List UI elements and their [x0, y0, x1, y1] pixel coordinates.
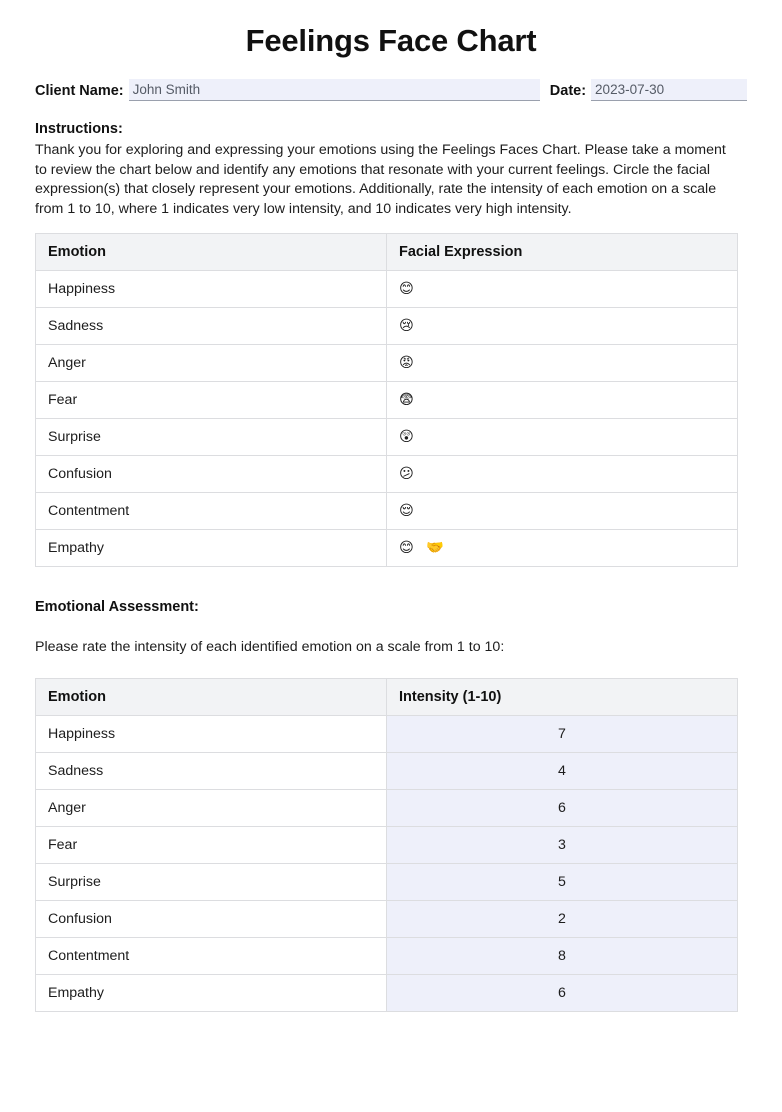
emotion-cell: Contentment	[36, 493, 387, 530]
column-header-intensity: Intensity (1-10)	[387, 679, 738, 716]
table-row	[36, 864, 738, 901]
column-header-emotion: Emotion	[36, 234, 387, 271]
table-row	[36, 382, 738, 419]
emotion-cell: Fear	[36, 382, 387, 419]
table-row	[36, 753, 738, 790]
assessment-table-block	[35, 678, 747, 1012]
emotional-assessment-heading: Emotional Assessment:	[35, 599, 199, 616]
date-label: Date:	[549, 83, 587, 100]
page-title: Feelings Face Chart	[245, 23, 537, 58]
table-row	[36, 345, 738, 382]
expression-table-block	[35, 233, 747, 567]
intensity-input-sadness[interactable]: 4	[387, 753, 738, 790]
emotion-cell: Empathy	[36, 530, 387, 567]
fearful-blue-face-emoji[interactable]: 😨	[387, 382, 738, 419]
client-name-field[interactable]: John Smith	[129, 79, 540, 101]
table-row	[36, 901, 738, 938]
emotional-assessment-subtext: Please rate the intensity of each identified emotion on a scale from 1 to 10:	[35, 639, 505, 656]
column-header-facial-expression: Facial Expression	[387, 234, 738, 271]
emotion-cell: Happiness	[36, 716, 387, 753]
instructions-body: Thank you for exploring and expressing your emotions using the Feelings Faces Chart. Please take a moment to review the chart below and identify any emotions that resonate with your current feelings. Circle the facial expression(s) that closely represent your emotions. Additionally, rate the intensity of each emotion on a scale from 1 to 10, where 1 indicates very low intensity, and 10 indicates very high intensity.	[35, 142, 726, 217]
emotion-cell: Surprise	[36, 864, 387, 901]
table-header-row	[36, 679, 738, 716]
intensity-input-contentment[interactable]: 8	[387, 938, 738, 975]
relieved-face-emoji[interactable]: 😌	[387, 493, 738, 530]
emotion-cell: Surprise	[36, 419, 387, 456]
intensity-input-anger[interactable]: 6	[387, 790, 738, 827]
table-row	[36, 493, 738, 530]
facial-expression-table	[35, 233, 738, 567]
table-row	[36, 975, 738, 1012]
smiling-blushing-face-emoji[interactable]: 😊	[387, 271, 738, 308]
emotion-cell: Anger	[36, 790, 387, 827]
emotion-cell: Sadness	[36, 308, 387, 345]
smiling-face-and-handshake-emoji[interactable]: 😊 🤝	[387, 530, 738, 567]
column-header-emotion: Emotion	[36, 679, 387, 716]
table-row	[36, 308, 738, 345]
table-row	[36, 530, 738, 567]
intensity-assessment-table	[35, 678, 738, 1012]
instructions-heading: Instructions:	[35, 121, 123, 138]
table-row	[36, 790, 738, 827]
emotion-cell: Fear	[36, 827, 387, 864]
emotion-cell: Confusion	[36, 456, 387, 493]
client-name-label: Client Name:	[35, 83, 124, 100]
table-header-row	[36, 234, 738, 271]
intensity-input-confusion[interactable]: 2	[387, 901, 738, 938]
date-field[interactable]: 2023-07-30	[591, 79, 747, 101]
intensity-input-empathy[interactable]: 6	[387, 975, 738, 1012]
intensity-input-happiness[interactable]: 7	[387, 716, 738, 753]
table-row	[36, 827, 738, 864]
emotion-cell: Empathy	[36, 975, 387, 1012]
angry-red-face-emoji[interactable]: 😡	[387, 345, 738, 382]
emotion-cell: Sadness	[36, 753, 387, 790]
intensity-input-surprise[interactable]: 5	[387, 864, 738, 901]
crying-face-emoji[interactable]: 😢	[387, 308, 738, 345]
emotion-cell: Happiness	[36, 271, 387, 308]
emotion-cell: Anger	[36, 345, 387, 382]
table-row	[36, 938, 738, 975]
table-row	[36, 419, 738, 456]
emotion-cell: Confusion	[36, 901, 387, 938]
astonished-face-emoji[interactable]: 😲	[387, 419, 738, 456]
table-row	[36, 716, 738, 753]
table-row	[36, 456, 738, 493]
table-row	[36, 271, 738, 308]
emotion-cell: Contentment	[36, 938, 387, 975]
client-date-row	[35, 79, 747, 101]
confused-face-emoji[interactable]: 😕	[387, 456, 738, 493]
intensity-input-fear[interactable]: 3	[387, 827, 738, 864]
